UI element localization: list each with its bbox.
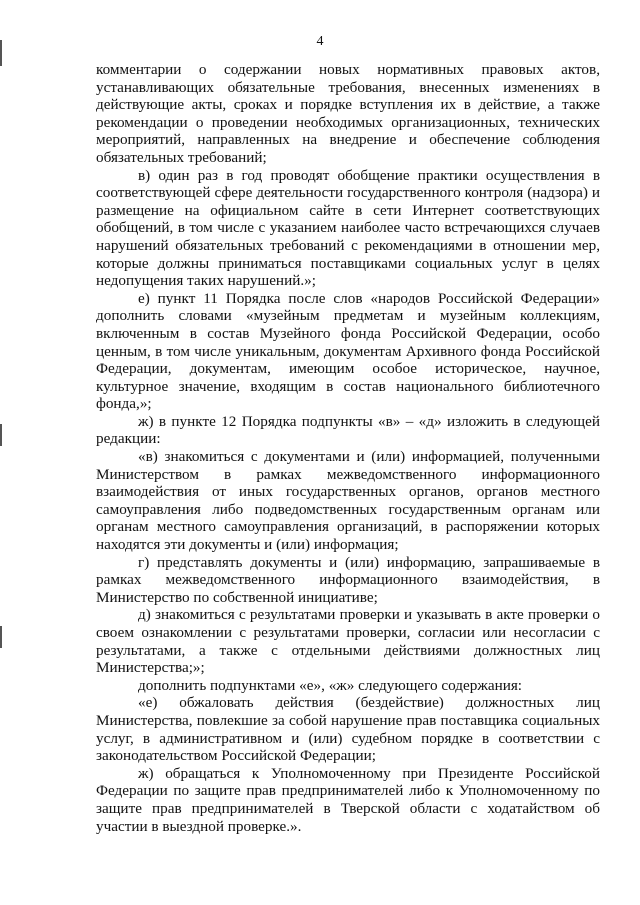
scan-margin-mark: [0, 424, 2, 446]
paragraph-subitem-zh: ж) обращаться к Уполномоченному при Президенте Российской Федерации по защите прав предпринимателей либо к Уполномоченному по защите прав предпринимателей в Тверской области с ходатайством об участии в выездной проверке.».: [96, 764, 600, 835]
paragraph-subitem-d: д) знакомиться с результатами проверки и указывать в акте проверки о своем ознакомлении с результатами проверки, согласии или несогласии с результатами, а также с отдельными действиями должностных лиц Министерства;»;: [96, 606, 600, 677]
paragraph-subitem-e: «е) обжаловать действия (бездействие) должностных лиц Министерства, повлекшие за собой нарушение прав поставщика социальных услуг, в административном и (или) судебном порядке в соответствии с законодательством Российской Федерации;: [96, 694, 600, 765]
page-number: 4: [316, 34, 324, 49]
paragraph-item-e: е) пункт 11 Порядка после слов «народов Российской Федерации» дополнить словами «музейным предметам и музейным коллекциям, включенным в состав Музейного фонда Российской Федерации, особо ценным, в том числе уникальным, документам Архивного фонда Российской Федерации, документам, имеющим особое историческое, научное, культурное значение, входящим в состав национального библиотечного фонда,»;: [96, 289, 600, 413]
paragraph-subitem-v: «в) знакомиться с документами и (или) информацией, полученными Министерством в рамках межведомственного информационного взаимодействия от иных государственных органов, органов местного самоуправления либо подведомственных государственным органам или органам местного самоуправления организаций, в распоряжении которых находятся эти документы и (или) информация;: [96, 448, 600, 554]
document-body: [96, 61, 600, 835]
paragraph-continuation: комментарии о содержании новых нормативных правовых актов, устанавливающих обязательные требования, внесенных изменениях в действующие акты, сроках и порядке вступления их в действие, а также рекомендации о проведении необходимых организационных, технических мероприятий, направленных на внедрение и обеспечение соблюдения обязательных требований;: [96, 61, 600, 166]
scan-margin-mark: [0, 626, 2, 648]
paragraph-subitem-g: г) представлять документы и (или) информацию, запрашиваемые в рамках межведомственного информационного взаимодействия, в Министерство по собственной инициативе;: [96, 553, 600, 606]
paragraph-item-zh: ж) в пункте 12 Порядка подпункты «в» – «д» изложить в следующей редакции:: [96, 412, 600, 448]
paragraph-item-v: в) один раз в год проводят обобщение практики осуществления в соответствующей сфере деятельности государственного контроля (надзора) и размещение на официальном сайте в сети Интернет соответствующих обобщений, в том числе с указанием наиболее часто встречающихся случаев нарушений обязательных требований с рекомендациями в отношении мер, которые должны приниматься поставщиками социальных услуг в целях недопущения таких нарушений.»;: [96, 166, 600, 290]
paragraph-addition: дополнить подпунктами «е», «ж» следующего содержания:: [138, 676, 523, 694]
